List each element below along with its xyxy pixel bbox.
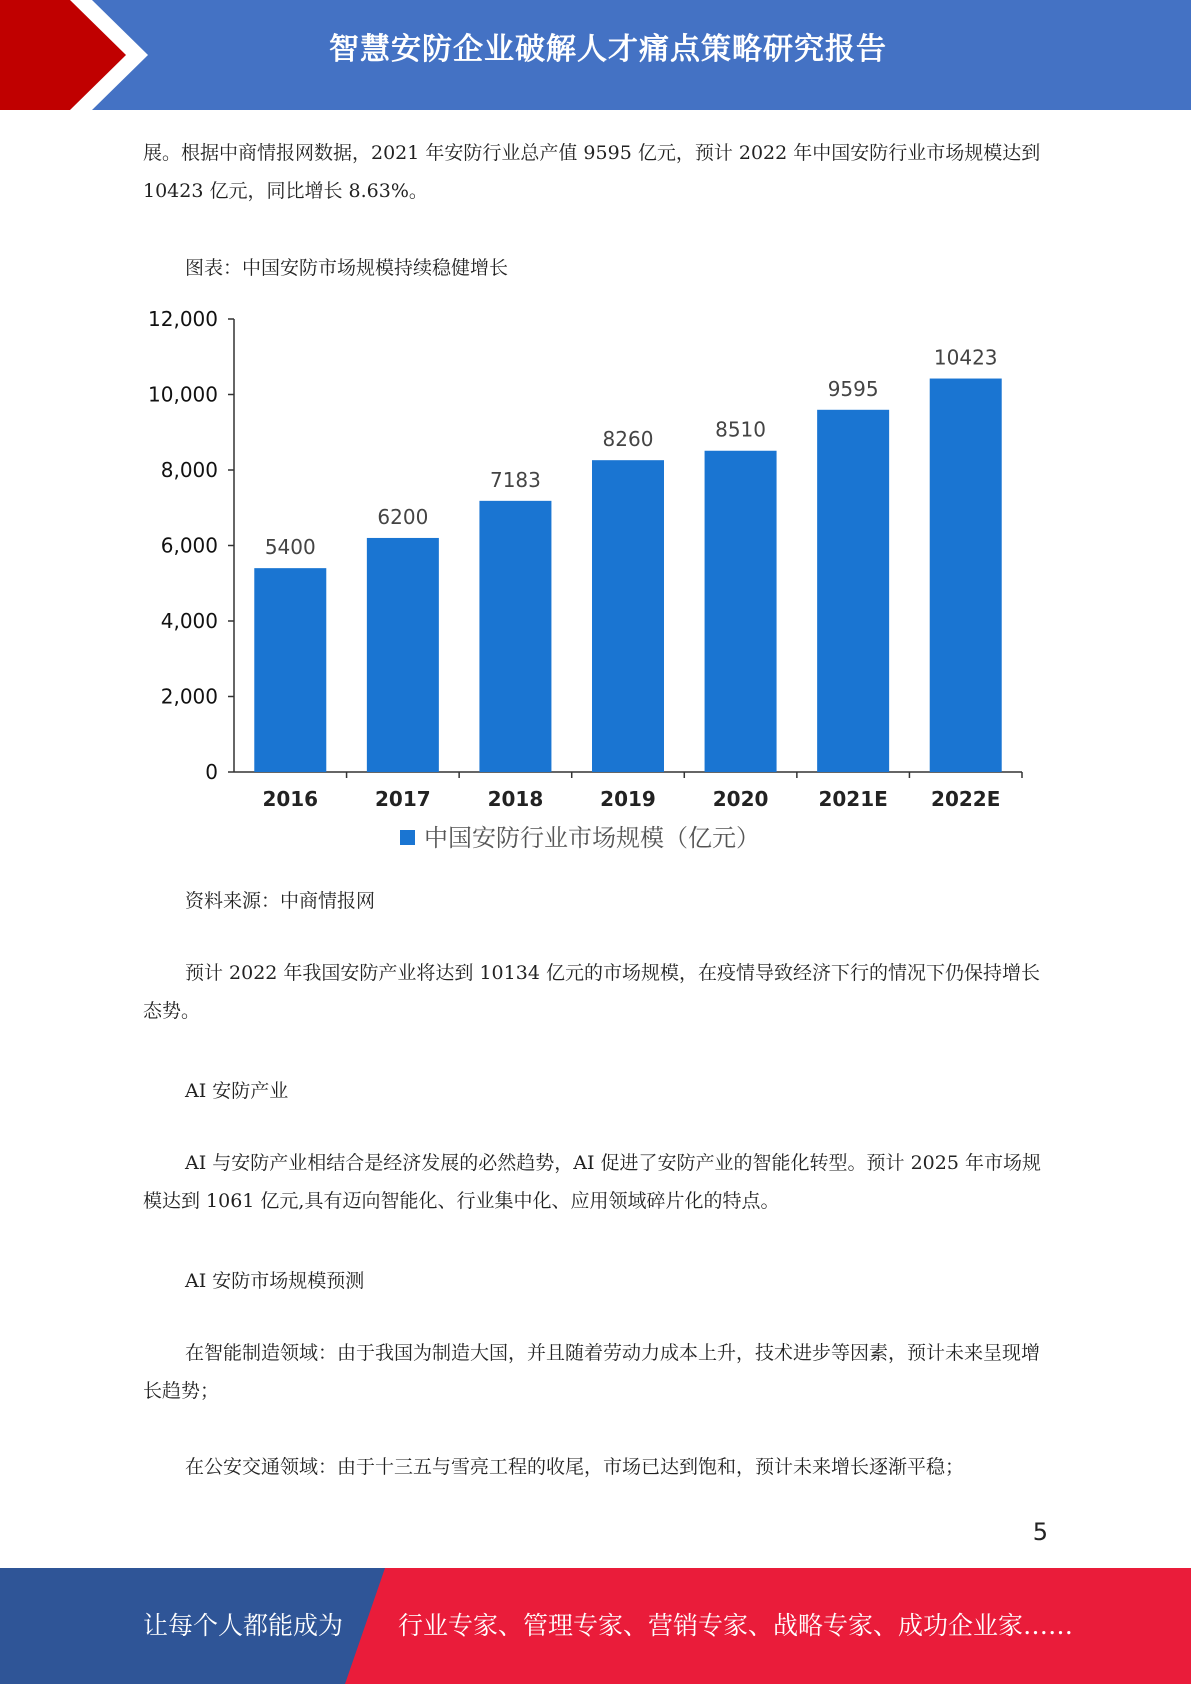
y-tick-label: 10,000 <box>148 382 218 407</box>
data-label: 5400 <box>264 535 316 560</box>
data-label: 7183 <box>489 467 541 492</box>
paragraph-ai-security: AI 与安防产业相结合是经济发展的必然趋势，AI 促进了安防产业的智能化转型。预计 2025 年市场规模达到 1061 亿元,具有迈向智能化、行业集中化、应用领域碎片化的特点。 <box>143 1152 1041 1212</box>
page-header <box>0 0 1191 110</box>
bar <box>705 451 777 772</box>
data-label: 10423 <box>933 345 998 370</box>
figure-caption: 图表：中国安防市场规模持续稳健增长 <box>185 257 509 279</box>
x-tick-label: 2018 <box>487 787 544 811</box>
bar <box>930 379 1002 772</box>
footer-slogan-left: 让每个人都能成为 <box>143 1611 344 1640</box>
x-tick-label: 2019 <box>600 787 656 811</box>
x-tick-label: 2021E <box>818 787 888 811</box>
bar <box>479 501 551 772</box>
paragraph-2022-forecast: 预计 2022 年我国安防产业将达到 10134 亿元的市场规模，在疫情导致经济下行的情况下仍保持增长态势。 <box>143 962 1040 1022</box>
paragraph-public-security: 在公安交通领域：由于十三五与雪亮工程的收尾，市场已达到饱和，预计未来增长逐渐平稳； <box>185 1456 965 1478</box>
legend-swatch <box>400 830 415 845</box>
bar <box>254 568 326 772</box>
source-note: 资料来源：中商情报网 <box>185 890 376 912</box>
data-label: 8260 <box>602 427 654 452</box>
y-tick-label: 12,000 <box>148 307 218 331</box>
legend-label: 中国安防行业市场规模（亿元） <box>424 824 760 852</box>
bar <box>817 410 889 772</box>
bar <box>592 460 664 772</box>
data-label: 6200 <box>377 504 429 529</box>
y-tick-label: 8,000 <box>160 458 218 482</box>
page-footer <box>0 1568 1191 1684</box>
data-label: 9595 <box>827 376 879 401</box>
data-label: 8510 <box>715 417 767 442</box>
paragraph-smart-manufacturing: 在智能制造领域：由于我国为制造大国，并且随着劳动力成本上升，技术进步等因素，预计未来呈现增长趋势； <box>143 1342 1041 1402</box>
market-size-bar-chart <box>130 295 1050 865</box>
x-tick-label: 2020 <box>712 787 769 811</box>
x-tick-label: 2016 <box>262 787 319 811</box>
footer-slogan-right: 行业专家、管理专家、营销专家、战略专家、成功企业家…… <box>398 1611 1074 1640</box>
bar <box>367 538 439 772</box>
y-tick-label: 0 <box>205 760 218 784</box>
header-title: 智慧安防企业破解人才痛点策略研究报告 <box>329 32 887 67</box>
paragraph-market-value: 展。根据中商情报网数据，2021 年安防行业总产值 9595 亿元，预计 2022 年中国安防行业市场规模达到 10423 亿元，同比增长 8.63%。 <box>143 142 1041 202</box>
x-tick-label: 2017 <box>375 787 431 811</box>
x-tick-label: 2022E <box>931 787 1001 811</box>
heading-ai-market-forecast: AI 安防市场规模预测 <box>185 1270 365 1292</box>
y-tick-label: 2,000 <box>160 684 218 709</box>
heading-ai-security: AI 安防产业 <box>185 1080 289 1102</box>
page-number: 5 <box>1032 1518 1048 1546</box>
y-tick-label: 6,000 <box>160 533 218 558</box>
y-tick-label: 4,000 <box>160 609 218 633</box>
